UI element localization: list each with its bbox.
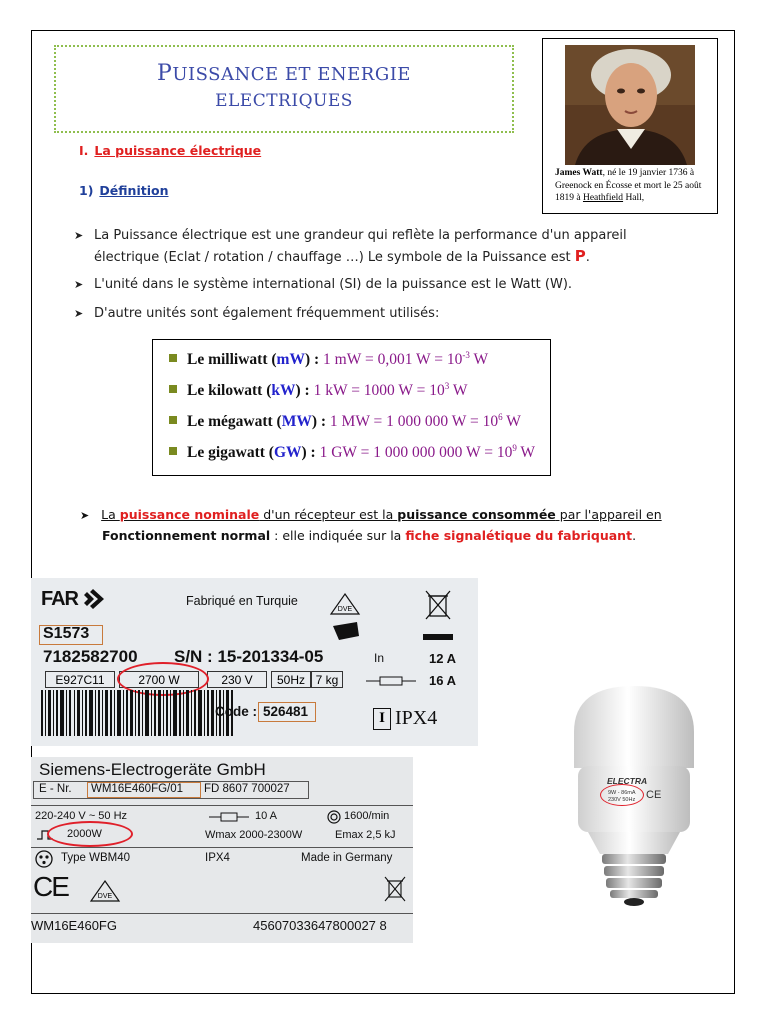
title-line-1: PUISSANCE ET ENERGIE	[157, 61, 411, 86]
title-line-2: ELECTRIQUES	[215, 91, 353, 111]
rating-plate-1: FAR Fabriqué en Turquie DVE S1573 7182582700 S/N : 15-201334-05 In 12 A 16 A E927C11 2700 W 230 V 50Hz 7 kg Code : 526481 I IPX4	[31, 578, 478, 746]
unit-row-gigawatt: Le gigawatt (GW) : 1 GW = 1 000 000 000 $W = 10^9$ W	[169, 443, 535, 462]
arrow-bullet-icon: ➤	[74, 229, 84, 242]
barcode-icon	[41, 690, 233, 736]
svg-text:DVE: DVE	[97, 893, 113, 900]
square-bullet-icon	[169, 416, 177, 424]
rating-plate-2: Siemens-Electrogeräte GmbH E - Nr. WM16E460FG/01 FD 8607 700027 220-240 V ~ 50 Hz 10 A 1600/min 2000W Wmax 2000-2300W Emax 2,5 kJ Type WBM40 IPX4 Made in Germany CE DVE WM16E460FG 45607033647800027 8	[31, 757, 413, 943]
ce-mark: CE	[33, 871, 68, 902]
earth-socket-icon	[35, 850, 53, 868]
title-box	[54, 45, 514, 133]
weee-bar	[423, 634, 453, 640]
arrow-bullet-icon: ➤	[74, 307, 84, 320]
square-bullet-icon	[169, 385, 177, 393]
weee-bin-icon	[383, 875, 407, 903]
james-watt-portrait	[565, 45, 695, 165]
vde-mark-icon	[89, 879, 121, 903]
subsection-heading: 1) Définition	[79, 183, 169, 198]
svg-text:DVE: DVE	[337, 606, 353, 613]
weee-bin-icon	[423, 588, 453, 622]
unit-row-kilowatt: Le kilowatt (kW) : 1 kW = 1000 $W = 10^3$ W	[169, 381, 467, 400]
portrait-figure	[542, 38, 718, 214]
section-heading: I. La puissance électrique	[79, 143, 262, 158]
arrow-bullet-icon: ➤	[74, 278, 84, 291]
brand-logo: FAR	[41, 588, 78, 610]
class-one-icon: I	[373, 708, 391, 730]
unit-row-milliwatt: Le milliwatt (mW) : 1 mW = 0,001 $W = 10^{-3}$ W	[169, 350, 488, 369]
square-bullet-icon	[169, 354, 177, 362]
portrait-caption: James Watt, né le 19 janvier 1736 à Greenock en Écosse et mort le 25 août 1819 à Heathfield Hall,	[555, 168, 702, 203]
units-box	[152, 339, 551, 476]
spin-icon	[327, 810, 341, 824]
highlight-oval	[47, 821, 133, 847]
arrow-bullet-icon: ➤	[80, 509, 90, 522]
highlight-oval	[600, 784, 644, 806]
square-bullet-icon	[169, 447, 177, 455]
bulb-specs: 9W - 86mA 230V 50Hz	[608, 790, 636, 803]
fuse-icon	[209, 812, 249, 822]
brand-arrow-icon	[81, 588, 105, 610]
unit-row-megawatt: Le mégawatt (MW) : 1 MW = 1 000 000 $W = 10^6$ W	[169, 412, 521, 431]
bullet-nominal-power: ➤ La puissance nominale d'un récepteur est la puissance consommée par l'appareil en Fonctionnement normal : elle indiquée sur la fiche signalétique du fabriquant.	[80, 507, 662, 543]
vde-mark-icon	[329, 592, 361, 616]
cfl-bulb: ELECTRA 9W - 86mA 230V 50Hz CE	[560, 672, 710, 912]
black-tag-icon	[331, 620, 361, 642]
fuse-icon	[366, 675, 416, 687]
